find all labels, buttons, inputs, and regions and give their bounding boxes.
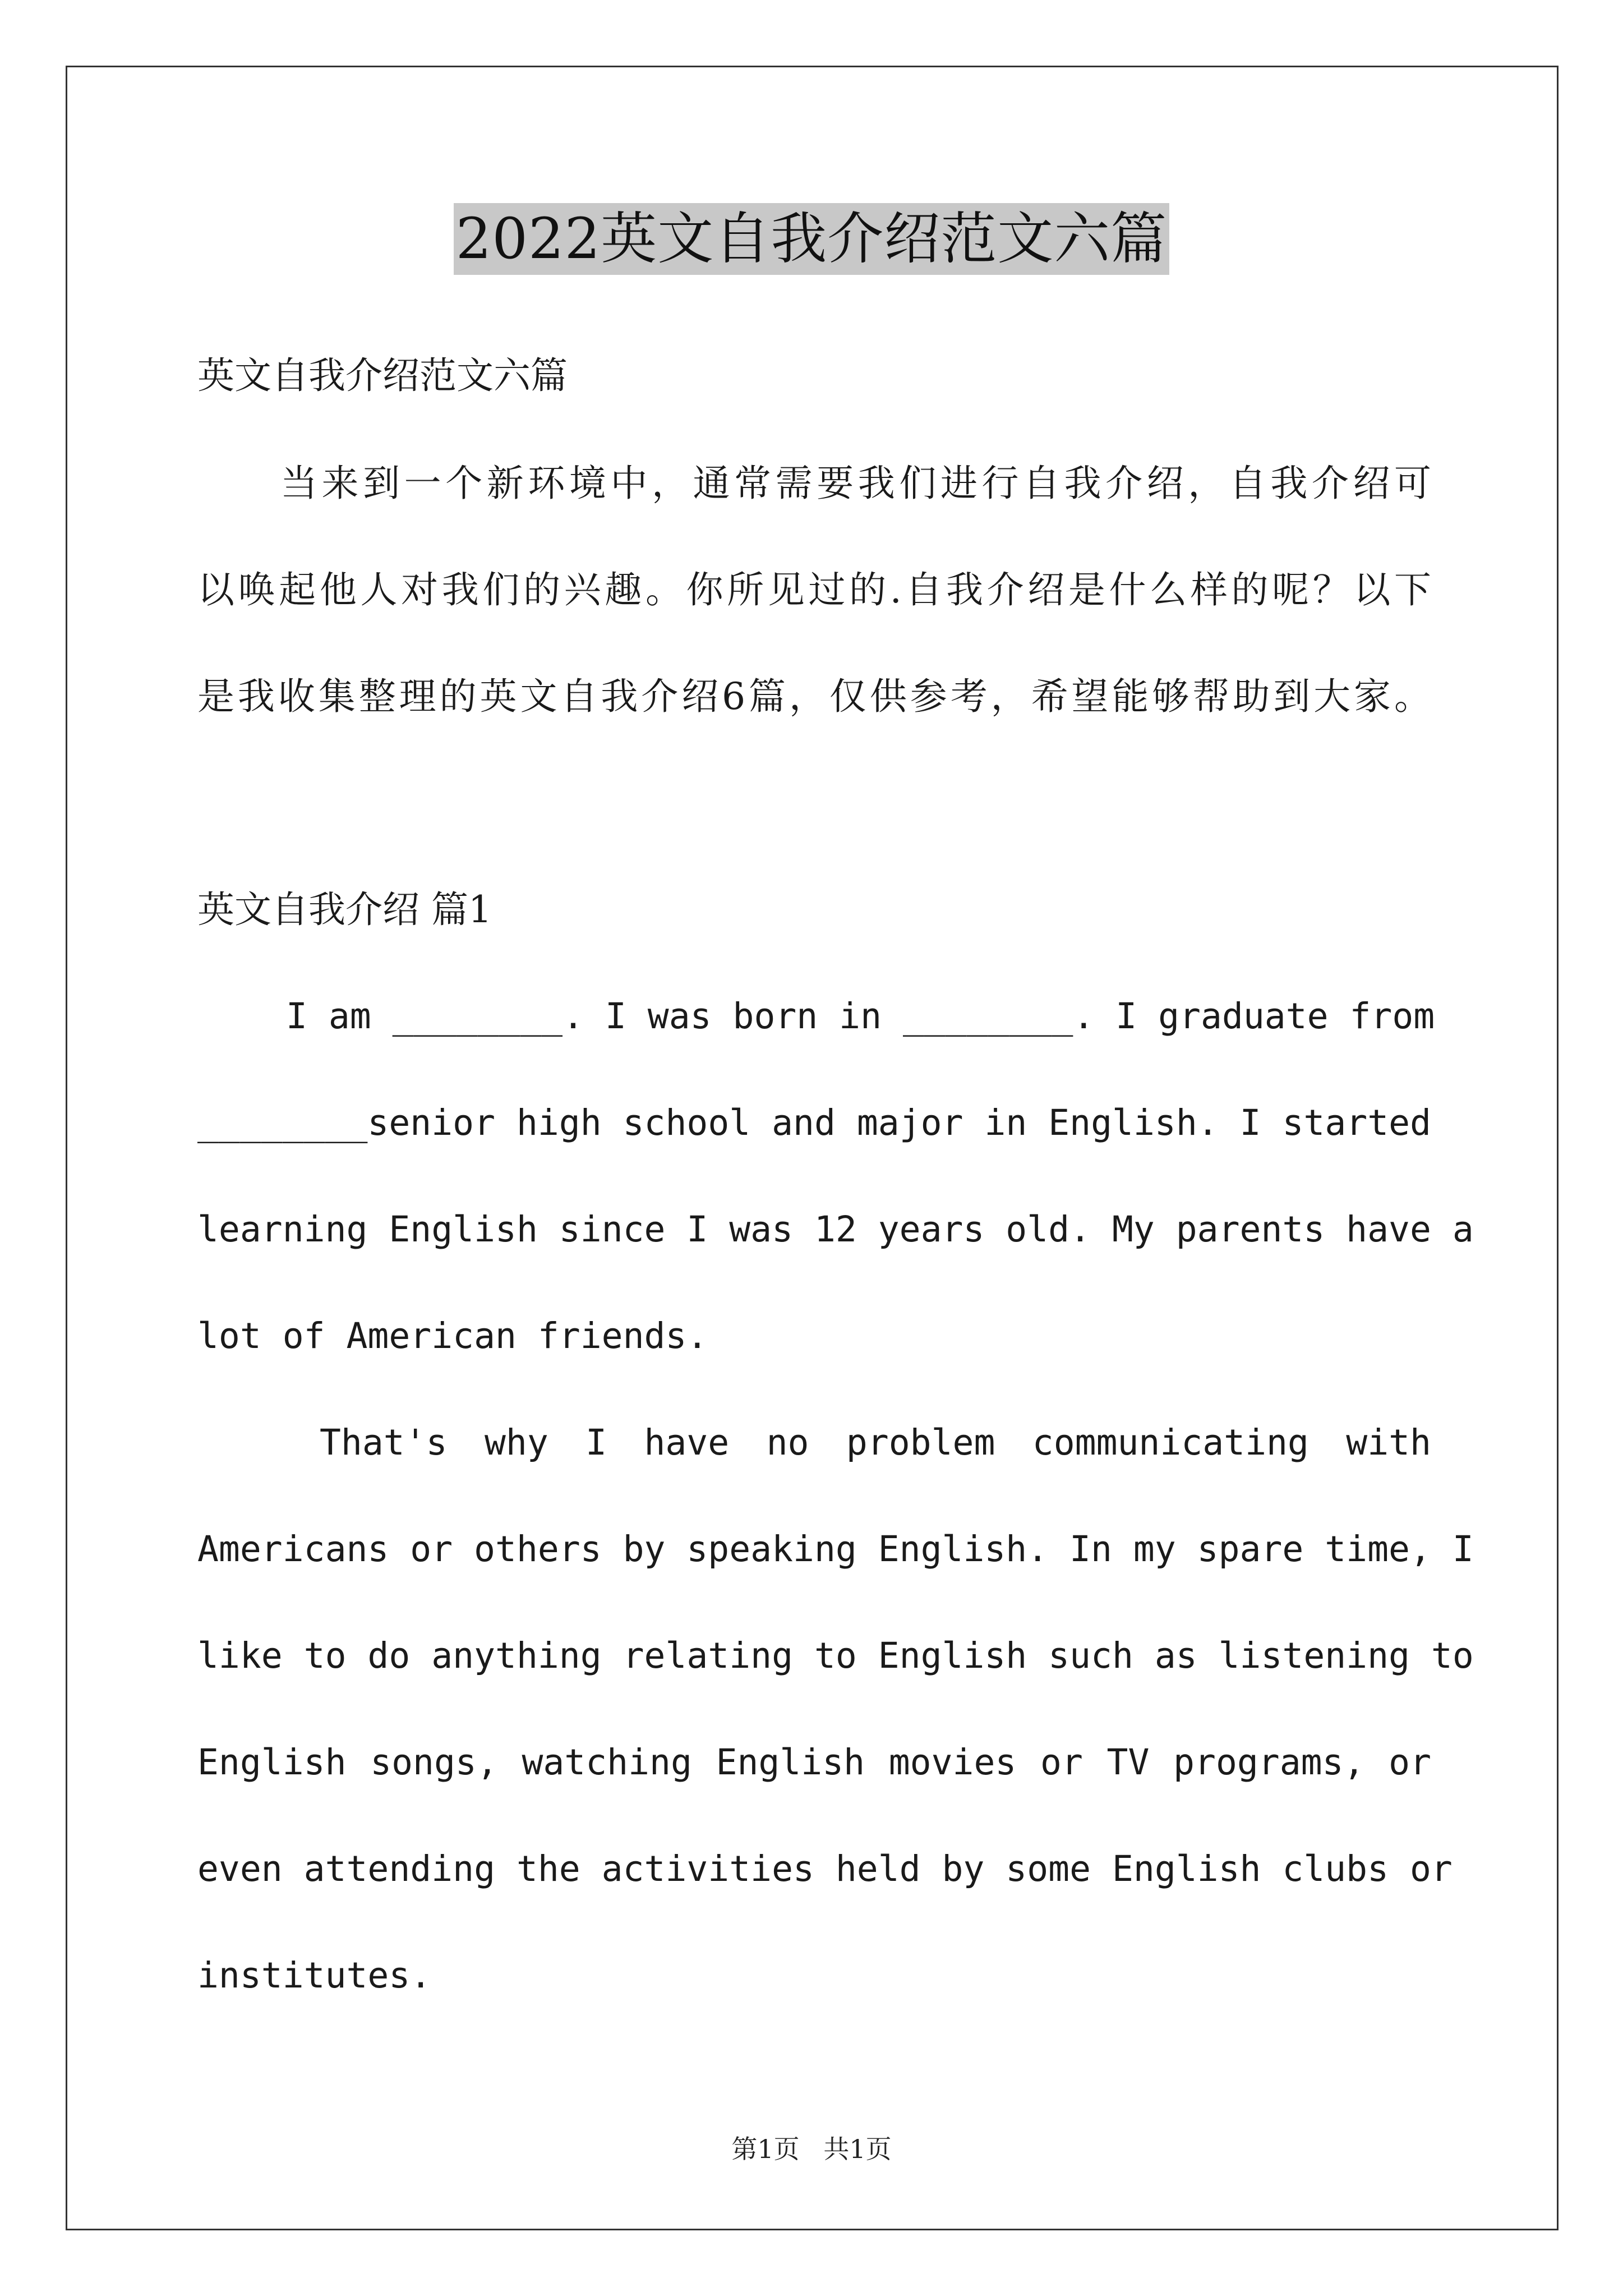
paragraph-line: I am ________. I was born in ________. I graduate from — [286, 996, 1435, 1037]
intro-line: 是我收集整理的英文自我介绍6篇，仅供参考，希望能够帮助到大家。 — [197, 675, 1431, 718]
intro-line: 当来到一个新环境中，通常需要我们进行自我介绍，自我介绍可 — [280, 462, 1431, 505]
section-heading: 英文自我介绍 篇1 — [197, 888, 492, 931]
paragraph-line: That's why I have no problem communicating with — [320, 1422, 1431, 1463]
page-footer — [0, 2129, 1623, 2166]
paragraph-line: institutes. — [197, 1955, 432, 1996]
intro-line: 以唤起他人对我们的兴趣。你所见过的.自我介绍是什么样的呢？以下 — [197, 568, 1431, 611]
paragraph-line: learning English since I was 12 years old. My parents have a — [197, 1209, 1474, 1250]
paragraph-line: even attending the activities held by some English clubs or — [197, 1848, 1453, 1889]
document-subtitle: 英文自我介绍范文六篇 — [197, 354, 568, 397]
page-number-current: 第1页 — [731, 2134, 800, 2164]
title-container — [0, 203, 1623, 275]
paragraph-line: Americans or others by speaking English. In my spare time, I — [197, 1529, 1474, 1570]
document-title: 2022英文自我介绍范文六篇 — [454, 203, 1170, 275]
paragraph-line: like to do anything relating to English such as listening to — [197, 1635, 1474, 1676]
paragraph-line: ________senior high school and major in English. I started — [197, 1102, 1431, 1143]
paragraph-line: lot of American friends. — [197, 1315, 708, 1356]
paragraph-line: English songs, watching English movies or TV programs, or — [197, 1742, 1431, 1783]
page-number-total: 共1页 — [823, 2134, 892, 2164]
